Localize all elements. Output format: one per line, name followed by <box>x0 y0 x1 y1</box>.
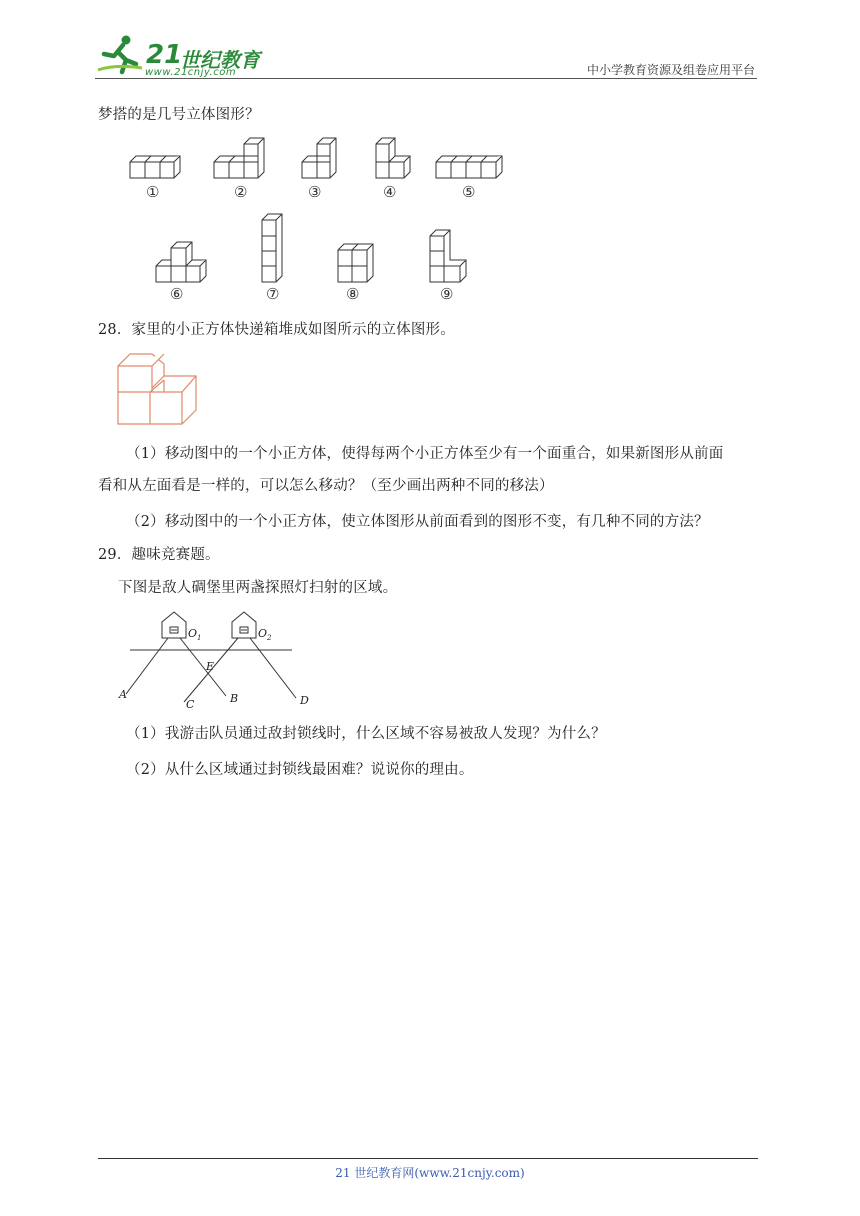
label-d: D <box>300 694 309 707</box>
label-b: B <box>230 692 239 705</box>
footer-text: 21 世纪教育网(www.21cnjy.com) <box>335 1166 525 1180</box>
logo-url: www.21cnjy.com <box>145 67 237 78</box>
q27-label-7: ⑦ <box>266 285 280 303</box>
header <box>0 0 860 80</box>
footer-divider <box>98 1158 758 1159</box>
q27-figure-1 <box>128 152 184 182</box>
q27-label-6: ⑥ <box>170 285 184 303</box>
platform-label: 中小学教育资源及组卷应用平台 <box>586 63 755 77</box>
q27-figure-5 <box>434 152 506 182</box>
q27-label-8: ⑧ <box>346 285 360 303</box>
q27-label-1: ① <box>146 183 160 201</box>
q27-figure-3 <box>300 140 340 182</box>
q29-part1: （1）我游击队员通过敌封锁线时，什么区域不容易被敌人发现？为什么？ <box>126 726 606 742</box>
label-a: A <box>119 688 127 701</box>
q29-intro: 下图是敌人碉堡里两盏探照灯扫射的区域。 <box>118 580 398 596</box>
q27-figure-2 <box>212 140 268 182</box>
q27-figure-4 <box>374 140 414 182</box>
q27-label-2: ② <box>234 183 248 201</box>
logo-text: 世纪教育 <box>180 48 260 72</box>
q29-stem: 29．趣味竞赛题。 <box>98 547 220 563</box>
q27-figure-9 <box>428 230 470 284</box>
q27-label-9: ⑨ <box>440 285 454 303</box>
header-divider <box>95 78 757 79</box>
q28-part1-line2: 看和从左面看是一样的，可以怎么移动？（至少画出两种不同的移法） <box>98 478 554 494</box>
label-e: E <box>206 660 215 673</box>
q27-question-tail: 梦搭的是几号立体图形？ <box>98 107 260 123</box>
label-c: C <box>186 698 195 711</box>
q27-figure-6 <box>154 244 210 284</box>
logo-runner-icon <box>96 34 144 76</box>
q27-label-5: ⑤ <box>462 183 476 201</box>
q28-stem: 28．家里的小正方体快递箱堆成如图所示的立体图形。 <box>98 322 455 338</box>
logo-mark: 21 <box>146 40 183 70</box>
q27-label-4: ④ <box>383 183 397 201</box>
q28-part2: （2）移动图中的一个小正方体，使立体图形从前面看到的图形不变，有几种不同的方法？ <box>126 514 709 530</box>
q27-figure-8 <box>336 244 376 284</box>
label-o1: $O_1$ <box>188 627 202 643</box>
label-o2: $O_2$ <box>258 627 272 643</box>
q27-figure-7 <box>260 214 286 284</box>
q27-label-3: ③ <box>308 183 322 201</box>
q28-cube-stack <box>116 356 200 426</box>
q29-part2: （2）从什么区域通过封锁线最困难？说说你的理由。 <box>126 762 474 778</box>
q28-part1-line1: （1）移动图中的一个小正方体，使得每两个小正方体至少有一个面重合，如果新图形从前面 <box>126 446 724 462</box>
